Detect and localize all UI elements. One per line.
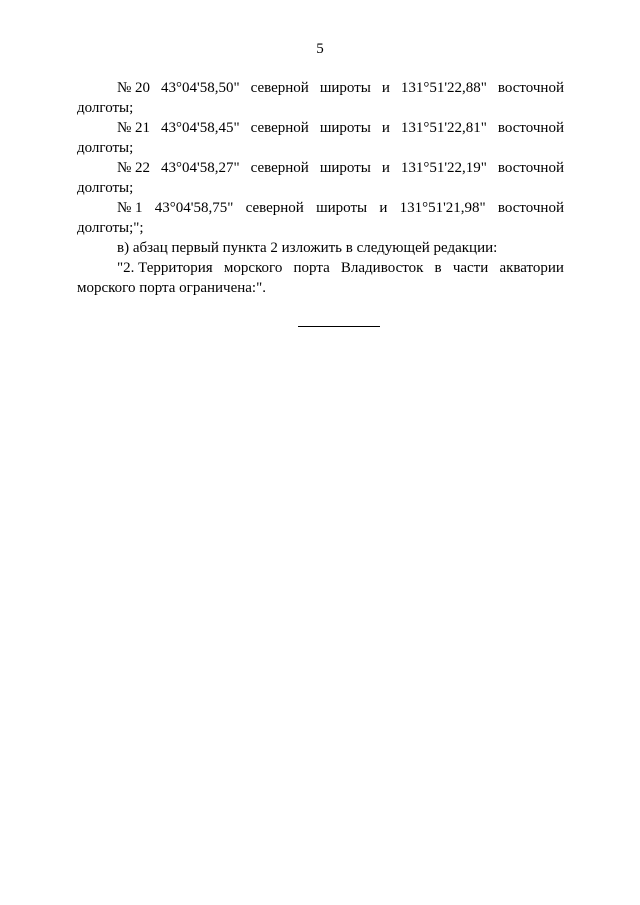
- latitude-word-2: широты: [319, 160, 371, 176]
- latitude-value: 43°04'58,27": [161, 160, 240, 176]
- point-number: № 20: [117, 80, 151, 96]
- longitude-value: 131°51'22,88": [400, 80, 487, 96]
- latitude-word-2: широты: [316, 200, 368, 216]
- paragraph-2-word: "2. Территория: [117, 260, 213, 276]
- paragraph-2-word: Владивосток: [340, 260, 424, 276]
- coordinate-entry-line: [77, 118, 564, 138]
- latitude-word-2: широты: [319, 120, 371, 136]
- paragraph-v: в) абзац первый пункта 2 изложить в следующей редакции:: [117, 240, 498, 256]
- page-number: 5: [316, 41, 324, 57]
- coordinate-entry-line: [77, 158, 564, 178]
- longitude-value: 131°51'22,81": [400, 120, 487, 136]
- coordinate-entry-line: [77, 78, 564, 98]
- latitude-value: 43°04'58,45": [161, 120, 240, 136]
- conjunction: и: [379, 200, 388, 216]
- longitude-word: восточной: [497, 200, 564, 216]
- coordinate-entry-line: [77, 198, 564, 218]
- latitude-word: северной: [250, 160, 309, 176]
- latitude-word-2: широты: [319, 80, 371, 96]
- paragraph-2-line-1: [77, 258, 564, 278]
- paragraph-2-word: в: [434, 260, 442, 276]
- coordinate-entry-continuation: долготы;: [77, 140, 134, 156]
- latitude-word: северной: [245, 200, 304, 216]
- paragraph-2-line-2: морского порта ограничена:".: [77, 280, 266, 296]
- latitude-value: 43°04'58,50": [161, 80, 240, 96]
- conjunction: и: [381, 160, 390, 176]
- longitude-value: 131°51'21,98": [399, 200, 486, 216]
- coordinate-entry-continuation: долготы;: [77, 100, 134, 116]
- end-separator-line: [298, 326, 380, 327]
- document-body: [77, 78, 564, 298]
- latitude-word: северной: [250, 80, 309, 96]
- coordinate-entry-continuation: долготы;: [77, 180, 134, 196]
- paragraph-2-word: морского: [223, 260, 283, 276]
- longitude-word: восточной: [497, 160, 564, 176]
- conjunction: и: [381, 80, 390, 96]
- coordinate-entry-continuation: долготы;";: [77, 220, 144, 236]
- point-number: № 22: [117, 160, 151, 176]
- paragraph-2-word: акватории: [499, 260, 564, 276]
- paragraph-2-word: порта: [293, 260, 330, 276]
- latitude-value: 43°04'58,75": [154, 200, 234, 216]
- paragraph-2-word: части: [452, 260, 489, 276]
- point-number: № 21: [117, 120, 151, 136]
- latitude-word: северной: [250, 120, 309, 136]
- longitude-word: восточной: [497, 120, 564, 136]
- conjunction: и: [381, 120, 390, 136]
- point-number: № 1: [117, 200, 143, 216]
- longitude-value: 131°51'22,19": [400, 160, 487, 176]
- longitude-word: восточной: [497, 80, 564, 96]
